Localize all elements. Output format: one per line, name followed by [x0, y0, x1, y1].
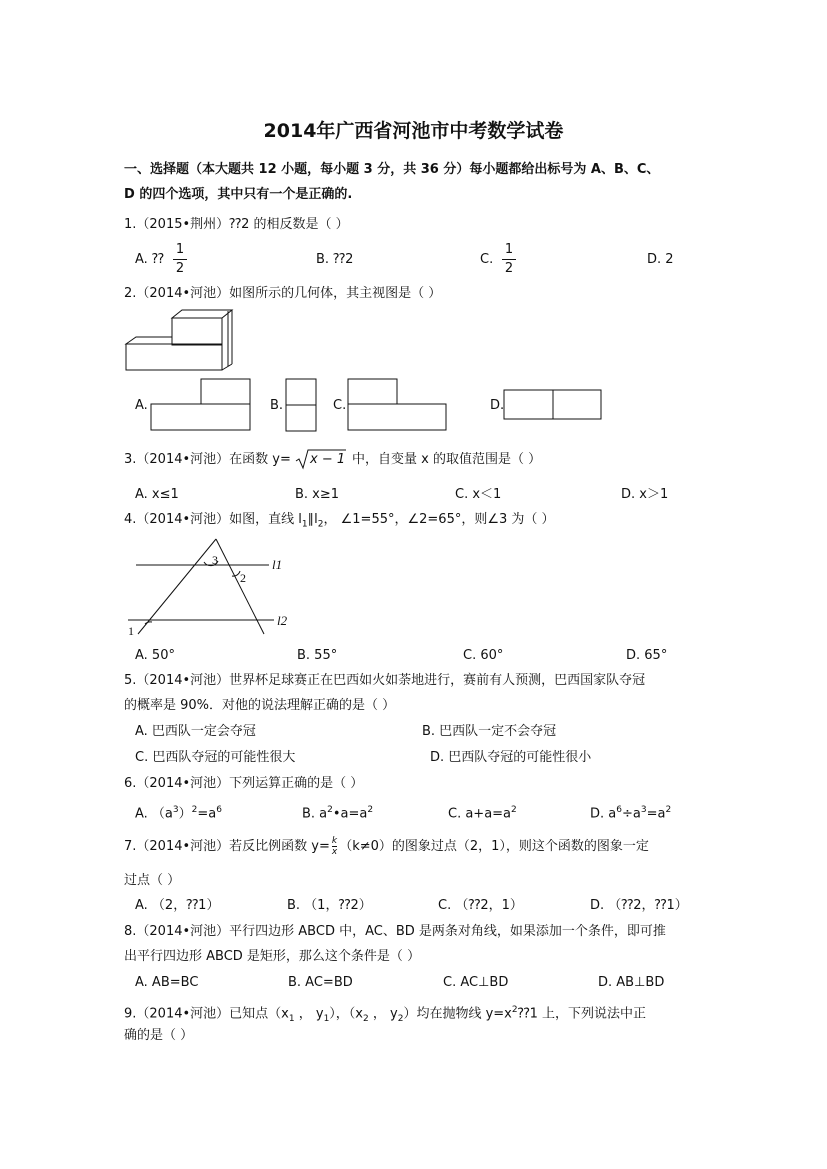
- q4-fig-label-l2: l2: [277, 613, 288, 628]
- q6-a-sup3: 6: [216, 805, 222, 815]
- q6-option-c: [448, 801, 517, 823]
- q3-stem-suffix: 中，自变量 x 的取值范围是（ ）: [352, 452, 542, 467]
- q4-fig-label-l1: l1: [272, 557, 283, 572]
- q9-text1: 9.（2014•河池）已知点（x: [124, 1006, 289, 1022]
- q8-option-a: A. AB=BC: [135, 975, 199, 990]
- q6-a-text1: A. （a: [135, 806, 173, 822]
- q6-b-sup1: 2: [327, 805, 333, 815]
- q6-a-sup2: 2: [191, 805, 198, 815]
- q1-a-numerator: 1: [175, 242, 185, 257]
- q4-option-c: C. 60°: [463, 648, 504, 663]
- q1-stem: 1.（2015•荆州）⁇2 的相反数是（ ）: [124, 217, 349, 232]
- q4-figure: [124, 536, 294, 640]
- q6-option-d: [590, 801, 671, 823]
- q4-option-d: D. 65°: [626, 648, 668, 663]
- q1-a-denominator: 2: [175, 261, 185, 276]
- q1-option-d: D. 2: [647, 252, 674, 267]
- q4-sub2: 2: [317, 519, 324, 530]
- q6-c-text1: C. a+a=a: [448, 806, 512, 822]
- q5-stem-line1: 5.（2014•河池）世界杯足球赛正在巴西如火如荼地进行，赛前有人预测，巴西国家队夺冠: [124, 673, 646, 688]
- q6-d-sup2: 3: [640, 805, 647, 815]
- q6-option-b: [302, 801, 373, 823]
- q5-stem-line2: 的概率是 90%．对他的说法理解正确的是（ ）: [124, 698, 396, 713]
- q1-option-c-fraction: [502, 243, 516, 276]
- q4-sub1: 1: [301, 519, 308, 530]
- q9-text2: ， y: [294, 1006, 324, 1022]
- q3-option-b: B. x≥1: [295, 487, 340, 502]
- q6-d-sup3: 2: [665, 805, 672, 815]
- q2-option-b-label: B.: [270, 398, 284, 413]
- q4-stem-suffix: ， ∠1=55°，∠2=65°，则∠3 为（ ）: [323, 512, 555, 527]
- q9-text3: ），（x: [329, 1006, 363, 1022]
- q2-solid-figure: [124, 308, 239, 372]
- q2-option-c-figure: [347, 378, 448, 432]
- q1-option-b: B. ⁇2: [316, 252, 354, 267]
- q2-option-d-figure: [503, 389, 603, 421]
- q6-a-sup1: 3: [172, 805, 179, 815]
- q8-stem-line1: 8.（2014•河池）平行四边形 ABCD 中，AC、BD 是两条对角线，如果添加一个条件，即可推: [124, 924, 666, 939]
- q7-numerator: k: [331, 836, 338, 846]
- section-heading-line1: 一、选择题（本大题共 12 小题，每小题 3 分，共 36 分）每小题都给出标号为 A、B、C、: [124, 162, 660, 177]
- q6-a-text2: ）: [178, 806, 192, 822]
- q6-a-text3: =a: [197, 806, 217, 822]
- q4-fig-angle3: 3: [212, 553, 218, 567]
- q9-text4: ， y: [368, 1006, 398, 1022]
- q5-option-d: D. 巴西队夺冠的可能性很小: [430, 750, 592, 765]
- q3-option-d: D. x＞1: [621, 487, 669, 502]
- q3-option-a: A. x≤1: [135, 487, 179, 502]
- q4-option-a: A. 50°: [135, 648, 175, 663]
- q9-stem-line2: 确的是（ ）: [124, 1028, 194, 1043]
- q2-option-a-label: A.: [135, 398, 148, 413]
- q1-c-denominator: 2: [504, 261, 514, 276]
- q5-option-c: C. 巴西队夺冠的可能性很大: [135, 750, 296, 765]
- q8-option-b: B. AC=BD: [288, 975, 353, 990]
- q4-stem: [124, 511, 555, 534]
- q4-stem-prefix: 4.（2014•河池）如图，直线 l: [124, 512, 302, 527]
- q4-fig-angle2: 2: [240, 571, 246, 585]
- q7-stem-prefix: 7.（2014•河池）若反比例函数 y=: [124, 839, 330, 854]
- q7-denominator: x: [331, 847, 338, 857]
- q3-stem-prefix: 3.（2014•河池）在函数 y=: [124, 452, 291, 467]
- q5-option-a: A. 巴西队一定会夺冠: [135, 724, 256, 739]
- q2-option-a-figure: [150, 378, 252, 432]
- q7-option-a: A. （2，⁇1）: [135, 898, 220, 913]
- q4-stem-mid: ∥l: [307, 512, 318, 527]
- q9-sup: 2: [511, 1005, 518, 1015]
- q9-stem-line1: [124, 1001, 646, 1028]
- q1-c-numerator: 1: [504, 242, 514, 257]
- q6-b-text2: •a=a: [332, 806, 368, 822]
- q7-stem-line1: [124, 836, 649, 857]
- q1-option-c-label: C.: [480, 252, 494, 267]
- q8-stem-line2: 出平行四边形 ABCD 是矩形，那么这个条件是（ ）: [124, 949, 421, 964]
- q5-option-b: B. 巴西队一定不会夺冠: [422, 724, 557, 739]
- q6-option-a: [135, 801, 222, 823]
- q6-b-sup2: 2: [367, 805, 374, 815]
- q2-stem: 2.（2014•河池）如图所示的几何体，其主视图是（ ）: [124, 286, 442, 301]
- q7-stem-suffix: （k≠0）的图象过点（2，1），则这个函数的图象一定: [339, 839, 649, 854]
- q6-stem: 6.（2014•河池）下列运算正确的是（ ）: [124, 776, 364, 791]
- q9-sub4: 2: [397, 1013, 404, 1024]
- q6-d-text1: D. a: [590, 806, 617, 822]
- q6-b-text1: B. a: [302, 806, 328, 822]
- q9-text5: ）均在抛物线 y=x: [403, 1006, 512, 1022]
- q9-sub1: 1: [288, 1013, 295, 1024]
- q7-option-d: D. （⁇2，⁇1）: [590, 898, 688, 913]
- q4-option-b: B. 55°: [297, 648, 338, 663]
- q7-option-c: C. （⁇2，1）: [438, 898, 523, 913]
- q6-d-text2: ÷a: [621, 806, 641, 822]
- q1-option-a-label: A. ⁇: [135, 252, 164, 267]
- q2-option-d-label: D.: [490, 398, 505, 413]
- q9-text6: ⁇1 上，下列说法中正: [517, 1006, 646, 1022]
- q2-option-c-label: C.: [333, 398, 347, 413]
- q7-option-b: B. （1，⁇2）: [287, 898, 372, 913]
- q6-c-sup: 2: [511, 805, 517, 815]
- q9-sub3: 2: [363, 1013, 369, 1024]
- q1-option-a-fraction: [173, 243, 187, 276]
- section-heading-line2: D 的四个选项，其中只有一个是正确的.: [124, 187, 353, 202]
- q4-fig-angle1: 1: [128, 624, 134, 638]
- q9-sub2: 1: [323, 1013, 330, 1024]
- q8-option-d: D. AB⊥BD: [598, 975, 665, 990]
- q8-option-c: C. AC⊥BD: [443, 975, 509, 990]
- q2-option-b-figure: [285, 378, 318, 433]
- q7-stem-line2: 过点（ ）: [124, 873, 181, 888]
- q3-radicand: x − 1: [310, 452, 346, 467]
- page-title: 2014年广西省河池市中考数学试卷: [263, 120, 564, 142]
- q6-d-text3: =a: [646, 806, 666, 822]
- q3-option-c: C. x＜1: [455, 487, 502, 502]
- q7-fraction: [332, 836, 337, 857]
- q6-d-sup1: 6: [616, 805, 622, 815]
